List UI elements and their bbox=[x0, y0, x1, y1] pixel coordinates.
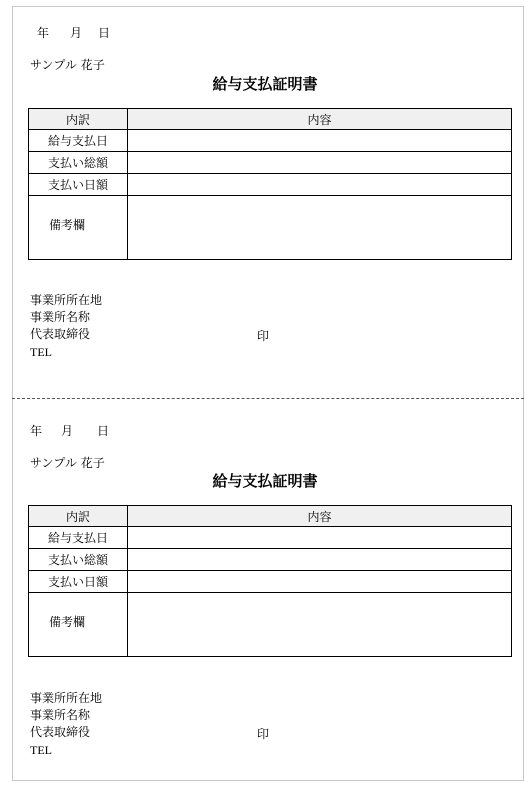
document-title: 給与支払証明書 bbox=[212, 472, 318, 490]
date-month: 月 bbox=[61, 424, 74, 438]
table-row bbox=[29, 571, 512, 593]
table-header-row bbox=[29, 109, 512, 130]
date-year: 年 bbox=[30, 424, 43, 438]
table-row bbox=[29, 152, 512, 174]
table-header-row bbox=[29, 506, 512, 527]
row-label-remarks: 備考欄 bbox=[29, 196, 128, 260]
row-label-pay-date: 給与支払日 bbox=[29, 130, 128, 152]
row-label-total: 支払い総額 bbox=[29, 549, 128, 571]
date-month: 月 bbox=[70, 26, 83, 40]
row-label-daily: 支払い日額 bbox=[29, 571, 128, 593]
table-row bbox=[29, 549, 512, 571]
row-label-pay-date: 給与支払日 bbox=[29, 527, 128, 549]
company-tel-label: TEL bbox=[30, 743, 52, 757]
row-label-total: 支払い総額 bbox=[29, 152, 128, 174]
row-value-daily[interactable] bbox=[128, 571, 512, 593]
table-row bbox=[29, 174, 512, 196]
row-value-remarks[interactable] bbox=[128, 196, 512, 260]
company-rep-label: 代表取締役 bbox=[30, 725, 91, 739]
company-name-label: 事業所名称 bbox=[30, 708, 91, 722]
certificate-slip-2 bbox=[0, 398, 530, 788]
header-breakdown: 内訳 bbox=[29, 506, 128, 527]
table-row bbox=[29, 593, 512, 657]
table-row bbox=[29, 130, 512, 152]
date-year: 年 bbox=[37, 26, 50, 40]
row-label-remarks: 備考欄 bbox=[29, 593, 128, 657]
row-value-pay-date[interactable] bbox=[128, 527, 512, 549]
certificate-table bbox=[28, 108, 512, 260]
table-row bbox=[29, 196, 512, 260]
company-address-label: 事業所所在地 bbox=[30, 293, 103, 307]
row-value-pay-date[interactable] bbox=[128, 130, 512, 152]
company-address-label: 事業所所在地 bbox=[30, 691, 103, 705]
certificate-slip-1 bbox=[0, 0, 530, 390]
company-rep-label: 代表取締役 bbox=[30, 327, 91, 341]
certificate-table bbox=[28, 505, 512, 657]
date-day: 日 bbox=[98, 26, 111, 40]
header-content: 内容 bbox=[128, 109, 512, 130]
row-value-total[interactable] bbox=[128, 152, 512, 174]
row-value-daily[interactable] bbox=[128, 174, 512, 196]
row-value-total[interactable] bbox=[128, 549, 512, 571]
company-name-label: 事業所名称 bbox=[30, 310, 91, 324]
row-label-daily: 支払い日額 bbox=[29, 174, 128, 196]
header-breakdown: 内訳 bbox=[29, 109, 128, 130]
seal-mark: 印 bbox=[257, 727, 270, 741]
row-value-remarks[interactable] bbox=[128, 593, 512, 657]
header-content: 内容 bbox=[128, 506, 512, 527]
seal-mark: 印 bbox=[257, 329, 270, 343]
company-tel-label: TEL bbox=[30, 345, 52, 359]
recipient-name: サンプル 花子 bbox=[30, 58, 105, 72]
recipient-name: サンプル 花子 bbox=[30, 456, 105, 470]
document-title: 給与支払証明書 bbox=[212, 75, 318, 93]
table-row bbox=[29, 527, 512, 549]
date-day: 日 bbox=[97, 424, 110, 438]
